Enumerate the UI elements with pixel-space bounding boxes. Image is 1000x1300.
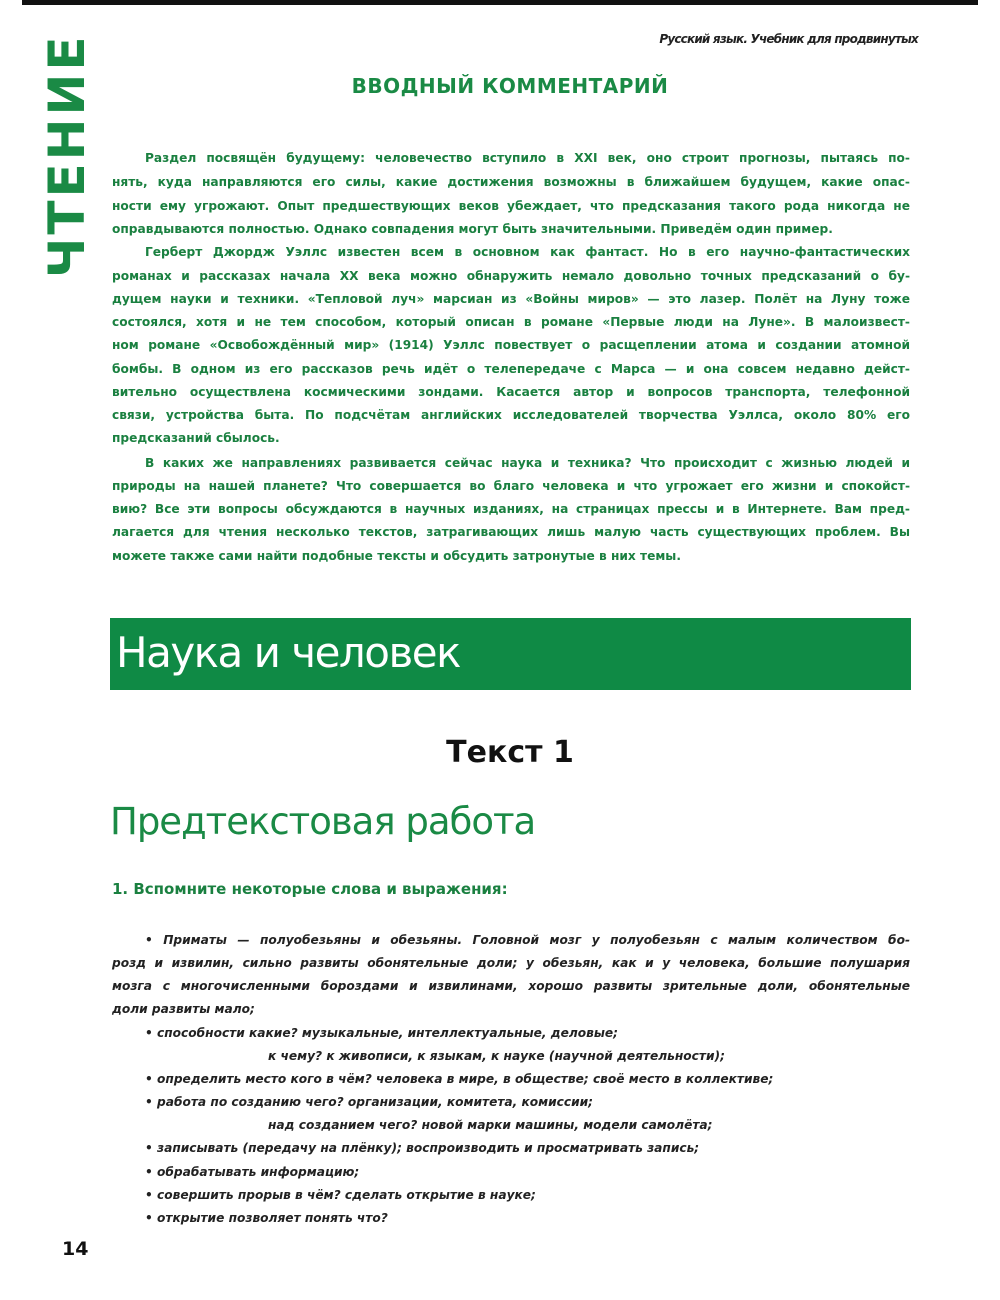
vocab-line: • открытие позволяет понять что?	[145, 1211, 388, 1225]
vocab-line: доли развиты мало;	[112, 1002, 255, 1016]
intro-title: ВВОДНЫЙ КОММЕНТАРИЙ	[351, 74, 669, 98]
intro-line: оправдываются полностью. Однако совпадения могут быть значительными. Приведём один пример.	[112, 222, 833, 236]
vocab-line: • Приматы — полуобезьяны и обезьяны. Головной мозг у полуобезьян с малым количеством бо-	[145, 933, 910, 947]
section-label-vertical: ЧТЕНИЕ	[38, 33, 96, 278]
task-heading: 1. Вспомните некоторые слова и выражения:	[112, 880, 508, 898]
intro-line: лагается для чтения несколько текстов, затрагивающих лишь малую часть существующих проблем. Вы	[112, 525, 910, 539]
text-title: Текст 1	[446, 735, 574, 770]
intro-line: романах и рассказах начала XX века можно обнаружить немало довольно точных предсказаний о бу-	[112, 269, 910, 283]
vocab-line: • способности какие? музыкальные, интеллектуальные, деловые;	[145, 1026, 619, 1040]
chapter-banner	[110, 618, 911, 690]
page-number: 14	[62, 1238, 89, 1260]
intro-line: В каких же направлениях развивается сейчас наука и техника? Что происходит с жизнью людей и	[145, 456, 910, 470]
intro-line: вительно осуществлена космическими зондами. Касается автор и вопросов транспорта, телефонной	[112, 385, 910, 399]
intro-line: ности ему угрожают. Опыт предшествующих веков убеждает, что предсказания такого рода никогда не	[112, 199, 910, 213]
section-title: Предтекстовая работа	[110, 800, 536, 843]
vocab-line: к чему? к живописи, к языкам, к науке (научной деятельности);	[268, 1049, 725, 1063]
intro-line: ном романе «Освобождённый мир» (1914) Уэллс повествует о расщеплении атома и создании атомной	[112, 338, 910, 352]
intro-line: можете также сами найти подобные тексты и обсудить затронутые в них темы.	[112, 549, 681, 563]
intro-line: Раздел посвящён будущему: человечество вступило в XXI век, оно строит прогнозы, пытаясь по-	[145, 151, 910, 165]
intro-line: нять, куда направляются его силы, какие достижения возможны в ближайшем будущем, какие опас-	[112, 175, 910, 189]
vocab-line: • обрабатывать информацию;	[145, 1165, 360, 1179]
vocab-line: • совершить прорыв в чём? сделать открытие в науке;	[145, 1188, 536, 1202]
vocab-line: мозга с многочисленными бороздами и извилинами, хорошо развиты зрительные доли, обонятельные	[112, 979, 910, 993]
vocab-line: розд и извилин, сильно развиты обонятельные доли; у обезьян, как и у человека, большие полушария	[112, 956, 910, 970]
vocab-line: над созданием чего? новой марки машины, модели самолёта;	[268, 1118, 713, 1132]
intro-line: природы на нашей планете? Что совершается во благо человека и что угрожает его жизни и спокойст-	[112, 479, 910, 493]
intro-line: связи, устройства быта. По подсчётам английских исследователей творчества Уэллса, около 80% его	[112, 408, 910, 422]
vocab-line: • определить место кого в чём? человека в мире, в обществе; своё место в коллективе;	[145, 1072, 774, 1086]
running-title: Русский язык. Учебник для продвинутых	[659, 32, 918, 46]
intro-line: Герберт Джордж Уэллс известен всем в основном как фантаст. Но в его научно-фантастических	[145, 245, 910, 259]
intro-line: состоялся, хотя и не тем способом, который описан в романе «Первые люди на Луне». В малоизвест-	[112, 315, 910, 329]
vocab-line: • записывать (передачу на плёнку); воспроизводить и просматривать запись;	[145, 1141, 700, 1155]
intro-line: дущем науки и техники. «Тепловой луч» марсиан из «Войны миров» — это лазер. Полёт на Луну тоже	[112, 292, 910, 306]
top-rule	[22, 0, 978, 5]
intro-line: бомбы. В одном из его рассказов речь идёт о телепередаче с Марса — и она совсем недавно дейст-	[112, 362, 910, 376]
vocab-line: • работа по созданию чего? организации, комитета, комиссии;	[145, 1095, 594, 1109]
chapter-title: Наука и человек	[116, 628, 460, 677]
intro-line: предсказаний сбылось.	[112, 431, 280, 445]
intro-line: вию? Все эти вопросы обсуждаются в научных изданиях, на страницах прессы и в Интернете. Вам пред-	[112, 502, 910, 516]
